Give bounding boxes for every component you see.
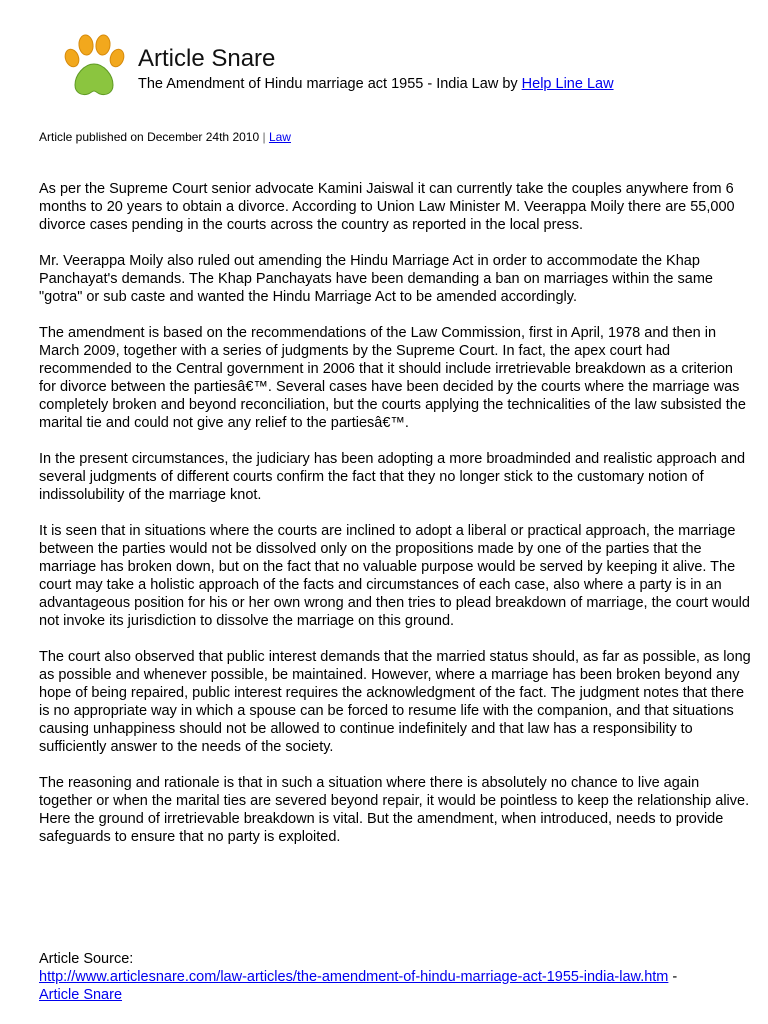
source-links (39, 968, 751, 986)
source-label: Article Source: (39, 951, 134, 967)
subtitle-text: The Amendment of Hindu marriage act 1955 - India Law by (138, 76, 522, 92)
source-dash: - (668, 969, 678, 985)
published-date: Article published on December 24th 2010 (39, 130, 263, 144)
article-body (39, 180, 751, 864)
article-paragraph: The court also observed that public interest demands that the married status should, as far as possible, as long as possible and whenever possible, be maintained. However, where a marriage has been broken beyond any hope of being repaired, public interest requires the acknowledgment of the fact. The judgment notes that there is no appropriate way in which a spouse can be forced to resume life with the companion, and that situations causing unhappiness should not be allowed to continue indefinitely and that law has a responsibility to sufficiently answer to the needs of the society. (39, 649, 751, 755)
publication-meta (39, 129, 291, 145)
article-snare-link[interactable]: Article Snare (39, 987, 123, 1003)
help-line-law-link[interactable]: Help Line Law (521, 76, 614, 92)
article-paragraph: The reasoning and rationale is that in such a situation where there is absolutely no chance to live again together or when the marital ties are severed beyond repair, it would be pointless to keep the relationship alive. Here the ground of irretrievable breakdown is vital. But the amendment, when introduced, needs to provide safeguards to ensure that no party is exploited. (39, 775, 750, 845)
page-header (62, 33, 742, 99)
article-paragraph: The amendment is based on the recommendations of the Law Commission, first in April, 1978 and then in March 2009, together with a series of judgments by the Supreme Court. In fact, the apex court had recommended to the Central government in 2006 that it should include irretrievable breakdown as a criterion for divorce between the partiesâ€™. Several cases have been decided by the courts where the marriage was completely broken and beyond reconciliation, but the courts applying the technicalities of the law subsisted the marital tie and could not give any relief to the partiesâ€™. (39, 325, 746, 431)
paw-print-icon (62, 33, 126, 97)
meta-separator: | (262, 130, 266, 144)
article-paragraph: As per the Supreme Court senior advocate Kamini Jaiswal it can currently take the couples anywhere from 6 months to 20 years to obtain a divorce. According to Union Law Minister M. Veerappa Moily there are 55,000 divorce cases pending in the courts across the country as reported in the local press. (39, 181, 735, 233)
article-paragraph: Mr. Veerappa Moily also ruled out amending the Hindu Marriage Act in order to accommodate the Khap Panchayat's demands. The Khap Panchayats have been demanding a ban on marriages within the same "gotra" or sub caste and wanted the Hindu Marriage Act to be amended accordingly. (39, 253, 713, 305)
article-subtitle (138, 75, 614, 93)
article-source (39, 950, 751, 1004)
article-paragraph: In the present circumstances, the judiciary has been adopting a more broadminded and realistic approach and several judgments of different courts confirm the fact that they no longer stick to the customary notion of indissolubility of the marriage knot. (39, 451, 746, 503)
category-law-link[interactable]: Law (268, 130, 291, 144)
source-site (39, 986, 751, 1004)
source-url-link[interactable]: http://www.articlesnare.com/law-articles/the-amendment-of-hindu-marriage-act-1955-india-law.htm (39, 969, 669, 985)
site-title: Article Snare (138, 45, 276, 72)
article-paragraph: It is seen that in situations where the courts are inclined to adopt a liberal or practical approach, the marriage between the parties would not be dissolved only on the propositions made by one of the parties that the marriage has broken down, but on the fact that no valuable purpose would be served by keeping it alive. The court may take a holistic approach of the facts and circumstances of each case, also where a party is in an advantageous position for his or her own wrong and then tries to plead breakdown of marriage, the court would not invoke its jurisdiction to dissolve the marriage on this ground. (39, 523, 750, 629)
